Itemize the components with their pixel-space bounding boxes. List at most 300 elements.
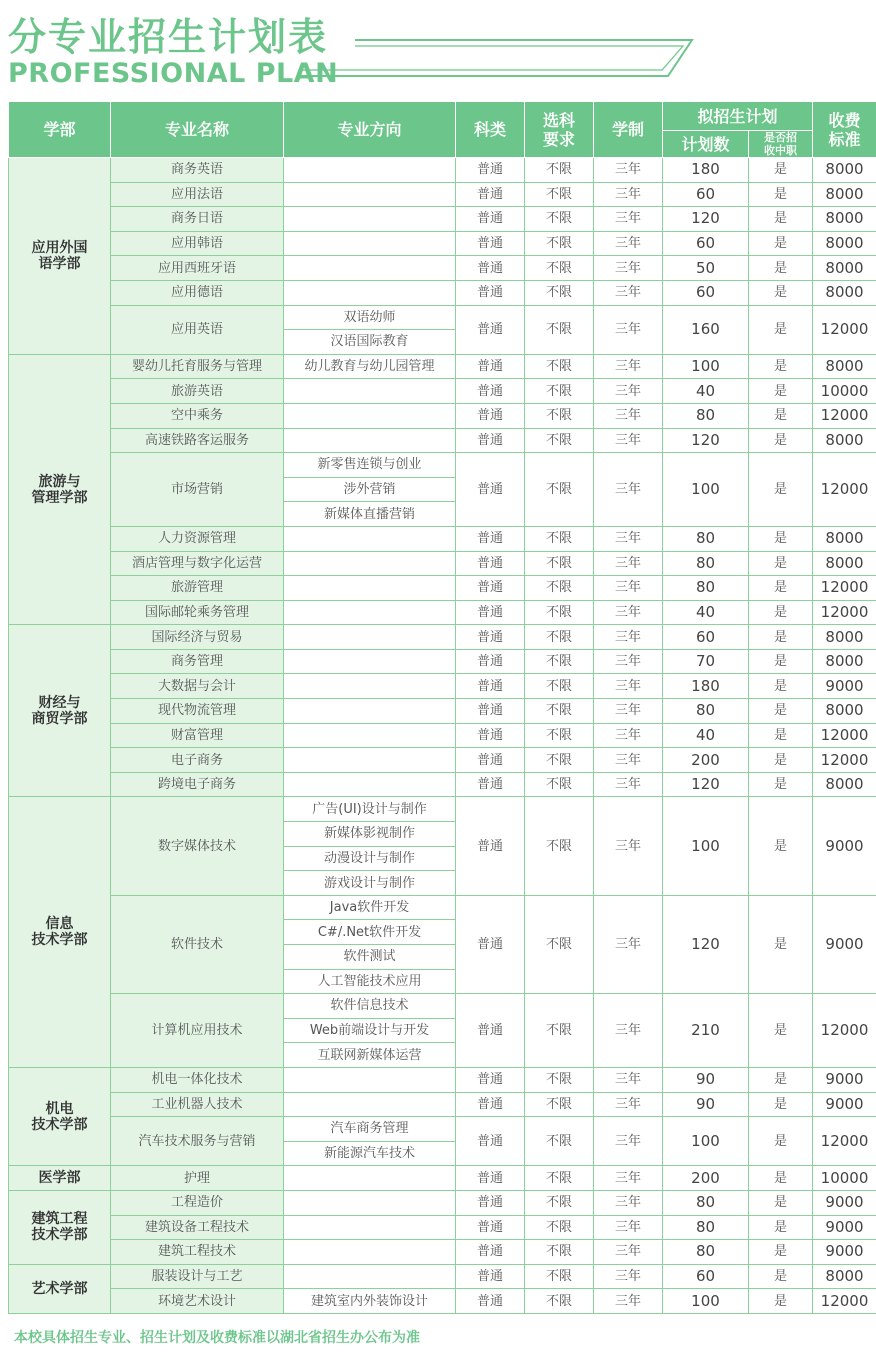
direction-cell: 互联网新媒体运营 <box>284 1043 456 1068</box>
direction-cell-empty <box>284 1240 456 1265</box>
table-row <box>9 748 876 773</box>
plan-count-cell: 120 <box>663 207 749 232</box>
vocational-cell: 是 <box>749 453 813 527</box>
dept-name-line2: 语学部 <box>38 255 81 272</box>
elective-cell: 不限 <box>525 649 594 674</box>
fee-cell: 9000 <box>813 1092 876 1117</box>
subject-cell: 普通 <box>456 772 525 797</box>
vocational-cell: 是 <box>749 379 813 404</box>
dept-name-line1: 机电 <box>45 1100 74 1117</box>
fee-cell: 12000 <box>813 305 876 354</box>
duration-cell: 三年 <box>594 551 663 576</box>
subject-cell: 普通 <box>456 895 525 993</box>
dept-name-cell <box>9 1166 111 1191</box>
fee-cell: 9000 <box>813 895 876 993</box>
major-name-cell: 婴幼儿托育服务与管理 <box>111 354 284 379</box>
elective-cell: 不限 <box>525 158 594 183</box>
vocational-cell: 是 <box>749 723 813 748</box>
vocational-cell: 是 <box>749 428 813 453</box>
col-header-fee <box>813 102 876 158</box>
elective-cell: 不限 <box>525 600 594 625</box>
col-header-vocational <box>749 131 813 158</box>
fee-cell: 12000 <box>813 1117 876 1166</box>
duration-cell: 三年 <box>594 649 663 674</box>
dept-name-line1: 应用外国 <box>31 239 88 256</box>
table-row <box>9 699 876 724</box>
subject-cell: 普通 <box>456 1289 525 1314</box>
duration-cell: 三年 <box>594 797 663 895</box>
major-name-cell: 工程造价 <box>111 1190 284 1215</box>
elective-cell: 不限 <box>525 207 594 232</box>
table-row <box>9 674 876 699</box>
vocational-cell: 是 <box>749 1289 813 1314</box>
table-row <box>9 649 876 674</box>
duration-cell: 三年 <box>594 231 663 256</box>
col-header-duration: 学制 <box>594 102 663 158</box>
plan-count-cell: 80 <box>663 1240 749 1265</box>
table-row <box>9 994 876 1019</box>
plan-count-cell: 200 <box>663 1166 749 1191</box>
duration-cell: 三年 <box>594 994 663 1068</box>
fee-cell: 8000 <box>813 207 876 232</box>
vocational-cell: 是 <box>749 1092 813 1117</box>
plan-count-cell: 40 <box>663 723 749 748</box>
dept-name-line1: 医学部 <box>38 1170 81 1187</box>
direction-cell-empty <box>284 379 456 404</box>
direction-cell-empty <box>284 1067 456 1092</box>
col-header-plan-count: 计划数 <box>663 131 749 158</box>
direction-cell-empty <box>284 674 456 699</box>
vocational-cell: 是 <box>749 403 813 428</box>
direction-cell-empty <box>284 158 456 183</box>
major-name-cell: 应用韩语 <box>111 231 284 256</box>
fee-cell: 12000 <box>813 453 876 527</box>
major-name-cell: 人力资源管理 <box>111 526 284 551</box>
table-body <box>9 158 876 1314</box>
major-name-cell: 旅游管理 <box>111 576 284 601</box>
direction-cell-empty <box>284 1166 456 1191</box>
subject-cell: 普通 <box>456 699 525 724</box>
direction-cell: C#/.Net软件开发 <box>284 920 456 945</box>
vocational-cell: 是 <box>749 231 813 256</box>
direction-cell-empty <box>284 182 456 207</box>
major-name-cell: 商务日语 <box>111 207 284 232</box>
direction-cell: 新媒体直播营销 <box>284 502 456 527</box>
plan-count-cell: 160 <box>663 305 749 354</box>
direction-cell-empty <box>284 1215 456 1240</box>
direction-cell: 动漫设计与制作 <box>284 846 456 871</box>
direction-cell-empty <box>284 231 456 256</box>
plan-count-cell: 120 <box>663 428 749 453</box>
elective-cell: 不限 <box>525 1264 594 1289</box>
fee-cell: 8000 <box>813 256 876 281</box>
direction-cell-empty <box>284 600 456 625</box>
direction-cell-empty <box>284 625 456 650</box>
direction-cell-empty <box>284 649 456 674</box>
elective-cell: 不限 <box>525 182 594 207</box>
table-row <box>9 625 876 650</box>
duration-cell: 三年 <box>594 895 663 993</box>
elective-cell: 不限 <box>525 1166 594 1191</box>
direction-cell-empty <box>284 428 456 453</box>
table-row <box>9 600 876 625</box>
dept-name-line1: 建筑工程 <box>31 1211 88 1228</box>
major-name-cell: 计算机应用技术 <box>111 994 284 1068</box>
table-row <box>9 772 876 797</box>
plan-count-cell: 60 <box>663 280 749 305</box>
dept-name-line2: 管理学部 <box>31 489 88 506</box>
dept-name-cell <box>9 1067 111 1165</box>
subject-cell: 普通 <box>456 1215 525 1240</box>
subject-cell: 普通 <box>456 428 525 453</box>
plan-count-cell: 100 <box>663 1289 749 1314</box>
direction-cell: 人工智能技术应用 <box>284 969 456 994</box>
dept-name-cell <box>9 1190 111 1264</box>
col-header-dept: 学部 <box>9 102 111 158</box>
subject-cell: 普通 <box>456 1092 525 1117</box>
fee-cell: 12000 <box>813 1289 876 1314</box>
vocational-cell: 是 <box>749 305 813 354</box>
major-name-cell: 服装设计与工艺 <box>111 1264 284 1289</box>
table-row <box>9 403 876 428</box>
subject-cell: 普通 <box>456 305 525 354</box>
table-row <box>9 797 876 822</box>
enrollment-plan-table <box>8 101 876 1314</box>
table-row <box>9 158 876 183</box>
vocational-cell: 是 <box>749 625 813 650</box>
elective-cell: 不限 <box>525 1289 594 1314</box>
duration-cell: 三年 <box>594 1117 663 1166</box>
table-row <box>9 895 876 920</box>
plan-count-cell: 120 <box>663 772 749 797</box>
direction-cell: 广告(UI)设计与制作 <box>284 797 456 822</box>
elective-cell: 不限 <box>525 1092 594 1117</box>
table-row <box>9 1117 876 1142</box>
major-name-cell: 市场营销 <box>111 453 284 527</box>
major-name-cell: 财富管理 <box>111 723 284 748</box>
plan-count-cell: 80 <box>663 551 749 576</box>
elective-cell: 不限 <box>525 379 594 404</box>
major-name-cell: 跨境电子商务 <box>111 772 284 797</box>
duration-cell: 三年 <box>594 1092 663 1117</box>
duration-cell: 三年 <box>594 748 663 773</box>
vocational-cell: 是 <box>749 649 813 674</box>
subject-cell: 普通 <box>456 182 525 207</box>
table-row <box>9 428 876 453</box>
footnote: 本校具体招生专业、招生计划及收费标准以湖北省招生办公布为准 <box>14 1330 420 1346</box>
elective-cell: 不限 <box>525 699 594 724</box>
table-row <box>9 526 876 551</box>
elective-cell: 不限 <box>525 895 594 993</box>
fee-cell: 8000 <box>813 699 876 724</box>
direction-cell-empty <box>284 256 456 281</box>
fee-cell: 9000 <box>813 674 876 699</box>
subject-cell: 普通 <box>456 453 525 527</box>
duration-cell: 三年 <box>594 1289 663 1314</box>
fee-cell: 12000 <box>813 576 876 601</box>
elective-cell: 不限 <box>525 723 594 748</box>
major-name-cell: 应用西班牙语 <box>111 256 284 281</box>
direction-cell-empty <box>284 551 456 576</box>
table-row <box>9 207 876 232</box>
vocational-cell: 是 <box>749 551 813 576</box>
table-row <box>9 576 876 601</box>
table-row <box>9 1067 876 1092</box>
major-name-cell: 电子商务 <box>111 748 284 773</box>
dept-name-line1: 财经与 <box>38 694 81 711</box>
direction-cell: 新零售连锁与创业 <box>284 453 456 478</box>
plan-count-cell: 80 <box>663 526 749 551</box>
table-row <box>9 354 876 379</box>
table-row <box>9 1240 876 1265</box>
direction-cell-empty <box>284 1264 456 1289</box>
plan-count-cell: 40 <box>663 379 749 404</box>
duration-cell: 三年 <box>594 526 663 551</box>
vocational-cell: 是 <box>749 354 813 379</box>
fee-cell: 10000 <box>813 379 876 404</box>
elective-cell: 不限 <box>525 772 594 797</box>
direction-cell: 软件信息技术 <box>284 994 456 1019</box>
duration-cell: 三年 <box>594 379 663 404</box>
vocational-cell: 是 <box>749 158 813 183</box>
col-header-direction: 专业方向 <box>284 102 456 158</box>
fee-cell: 12000 <box>813 600 876 625</box>
table-row <box>9 182 876 207</box>
page-header <box>0 0 876 100</box>
fee-cell: 8000 <box>813 625 876 650</box>
col-header-fee-line2: 标准 <box>828 129 861 149</box>
fee-cell: 8000 <box>813 182 876 207</box>
direction-cell-empty <box>284 207 456 232</box>
direction-cell: 新能源汽车技术 <box>284 1141 456 1166</box>
duration-cell: 三年 <box>594 772 663 797</box>
major-name-cell: 国际经济与贸易 <box>111 625 284 650</box>
fee-cell: 12000 <box>813 748 876 773</box>
subject-cell: 普通 <box>456 256 525 281</box>
vocational-cell: 是 <box>749 1240 813 1265</box>
fee-cell: 9000 <box>813 797 876 895</box>
duration-cell: 三年 <box>594 305 663 354</box>
dept-name-line2: 商贸学部 <box>31 710 88 727</box>
major-name-cell: 大数据与会计 <box>111 674 284 699</box>
elective-cell: 不限 <box>525 674 594 699</box>
elective-cell: 不限 <box>525 403 594 428</box>
vocational-cell: 是 <box>749 994 813 1068</box>
direction-cell: 汉语国际教育 <box>284 330 456 355</box>
fee-cell: 12000 <box>813 723 876 748</box>
major-name-cell: 空中乘务 <box>111 403 284 428</box>
subject-cell: 普通 <box>456 1240 525 1265</box>
fee-cell: 9000 <box>813 1240 876 1265</box>
major-name-cell: 汽车技术服务与营销 <box>111 1117 284 1166</box>
col-header-subject: 科类 <box>456 102 525 158</box>
col-header-elective-line2: 要求 <box>542 129 575 149</box>
major-name-cell: 现代物流管理 <box>111 699 284 724</box>
fee-cell: 8000 <box>813 158 876 183</box>
vocational-cell: 是 <box>749 1067 813 1092</box>
duration-cell: 三年 <box>594 256 663 281</box>
direction-cell: 游戏设计与制作 <box>284 871 456 896</box>
major-name-cell: 软件技术 <box>111 895 284 993</box>
vocational-cell: 是 <box>749 280 813 305</box>
fee-cell: 8000 <box>813 526 876 551</box>
dept-name-line1: 旅游与 <box>38 473 81 490</box>
direction-cell-empty <box>284 723 456 748</box>
table-row <box>9 1289 876 1314</box>
dept-name-line2: 技术学部 <box>31 1116 88 1133</box>
elective-cell: 不限 <box>525 994 594 1068</box>
fee-cell: 9000 <box>813 1215 876 1240</box>
plan-count-cell: 100 <box>663 797 749 895</box>
plan-count-cell: 80 <box>663 403 749 428</box>
elective-cell: 不限 <box>525 354 594 379</box>
duration-cell: 三年 <box>594 699 663 724</box>
subject-cell: 普通 <box>456 1190 525 1215</box>
elective-cell: 不限 <box>525 1190 594 1215</box>
plan-count-cell: 120 <box>663 895 749 993</box>
dept-name-cell <box>9 625 111 797</box>
major-name-cell: 应用英语 <box>111 305 284 354</box>
subject-cell: 普通 <box>456 1117 525 1166</box>
subject-cell: 普通 <box>456 231 525 256</box>
major-name-cell: 建筑设备工程技术 <box>111 1215 284 1240</box>
col-header-elective-line1: 选科 <box>542 110 575 130</box>
dept-name-line2: 技术学部 <box>31 1227 88 1244</box>
col-header-fee-line1: 收费 <box>828 110 861 130</box>
duration-cell: 三年 <box>594 1166 663 1191</box>
vocational-cell: 是 <box>749 674 813 699</box>
subject-cell: 普通 <box>456 649 525 674</box>
subject-cell: 普通 <box>456 1166 525 1191</box>
subject-cell: 普通 <box>456 576 525 601</box>
direction-cell: 汽车商务管理 <box>284 1117 456 1142</box>
subject-cell: 普通 <box>456 625 525 650</box>
col-header-major: 专业名称 <box>111 102 284 158</box>
vocational-cell: 是 <box>749 182 813 207</box>
subject-cell: 普通 <box>456 994 525 1068</box>
plan-count-cell: 80 <box>663 1190 749 1215</box>
major-name-cell: 高速铁路客运服务 <box>111 428 284 453</box>
header-decoration-lines <box>300 32 700 82</box>
vocational-cell: 是 <box>749 1117 813 1166</box>
elective-cell: 不限 <box>525 748 594 773</box>
major-name-cell: 商务英语 <box>111 158 284 183</box>
direction-cell: 新媒体影视制作 <box>284 822 456 847</box>
table-row <box>9 1166 876 1191</box>
elective-cell: 不限 <box>525 1215 594 1240</box>
direction-cell-empty <box>284 280 456 305</box>
direction-cell-empty <box>284 748 456 773</box>
dept-name-cell <box>9 1264 111 1313</box>
elective-cell: 不限 <box>525 256 594 281</box>
major-name-cell: 环境艺术设计 <box>111 1289 284 1314</box>
table-row <box>9 305 876 330</box>
fee-cell: 8000 <box>813 551 876 576</box>
table-row <box>9 280 876 305</box>
major-name-cell: 应用德语 <box>111 280 284 305</box>
plan-count-cell: 200 <box>663 748 749 773</box>
major-name-cell: 建筑工程技术 <box>111 1240 284 1265</box>
vocational-cell: 是 <box>749 895 813 993</box>
page-subtitle: PROFESSIONAL PLAN <box>8 58 339 89</box>
direction-cell-empty <box>284 403 456 428</box>
direction-cell: Web前端设计与开发 <box>284 1018 456 1043</box>
direction-cell-empty <box>284 772 456 797</box>
table-row <box>9 1092 876 1117</box>
duration-cell: 三年 <box>594 428 663 453</box>
major-name-cell: 数字媒体技术 <box>111 797 284 895</box>
fee-cell: 8000 <box>813 772 876 797</box>
plan-count-cell: 180 <box>663 158 749 183</box>
vocational-cell: 是 <box>749 256 813 281</box>
direction-cell-empty <box>284 1092 456 1117</box>
fee-cell: 9000 <box>813 1067 876 1092</box>
subject-cell: 普通 <box>456 158 525 183</box>
direction-cell: 双语幼师 <box>284 305 456 330</box>
subject-cell: 普通 <box>456 748 525 773</box>
dept-name-line1: 艺术学部 <box>31 1280 88 1297</box>
major-name-cell: 护理 <box>111 1166 284 1191</box>
subject-cell: 普通 <box>456 379 525 404</box>
elective-cell: 不限 <box>525 526 594 551</box>
fee-cell: 8000 <box>813 428 876 453</box>
direction-cell-empty <box>284 699 456 724</box>
plan-count-cell: 210 <box>663 994 749 1068</box>
subject-cell: 普通 <box>456 526 525 551</box>
plan-count-cell: 180 <box>663 674 749 699</box>
elective-cell: 不限 <box>525 576 594 601</box>
vocational-cell: 是 <box>749 576 813 601</box>
elective-cell: 不限 <box>525 797 594 895</box>
elective-cell: 不限 <box>525 428 594 453</box>
direction-cell-empty <box>284 526 456 551</box>
plan-count-cell: 60 <box>663 182 749 207</box>
dept-name-line2: 技术学部 <box>31 932 88 949</box>
duration-cell: 三年 <box>594 158 663 183</box>
major-name-cell: 酒店管理与数字化运营 <box>111 551 284 576</box>
subject-cell: 普通 <box>456 207 525 232</box>
table-row <box>9 551 876 576</box>
direction-cell-empty <box>284 576 456 601</box>
vocational-cell: 是 <box>749 1190 813 1215</box>
duration-cell: 三年 <box>594 625 663 650</box>
major-name-cell: 机电一体化技术 <box>111 1067 284 1092</box>
fee-cell: 8000 <box>813 354 876 379</box>
subject-cell: 普通 <box>456 797 525 895</box>
table-row <box>9 1215 876 1240</box>
major-name-cell: 工业机器人技术 <box>111 1092 284 1117</box>
elective-cell: 不限 <box>525 551 594 576</box>
vocational-cell: 是 <box>749 772 813 797</box>
duration-cell: 三年 <box>594 1215 663 1240</box>
subject-cell: 普通 <box>456 354 525 379</box>
plan-count-cell: 60 <box>663 231 749 256</box>
table-row <box>9 231 876 256</box>
plan-count-cell: 40 <box>663 600 749 625</box>
elective-cell: 不限 <box>525 1240 594 1265</box>
plan-count-cell: 100 <box>663 354 749 379</box>
duration-cell: 三年 <box>594 280 663 305</box>
direction-cell: Java软件开发 <box>284 895 456 920</box>
col-header-plan: 拟招生计划 <box>663 102 813 131</box>
fee-cell: 8000 <box>813 649 876 674</box>
subject-cell: 普通 <box>456 280 525 305</box>
subject-cell: 普通 <box>456 1067 525 1092</box>
col-header-vocational-line2: 收中职 <box>764 144 797 157</box>
elective-cell: 不限 <box>525 453 594 527</box>
table-row <box>9 723 876 748</box>
plan-count-cell: 90 <box>663 1092 749 1117</box>
